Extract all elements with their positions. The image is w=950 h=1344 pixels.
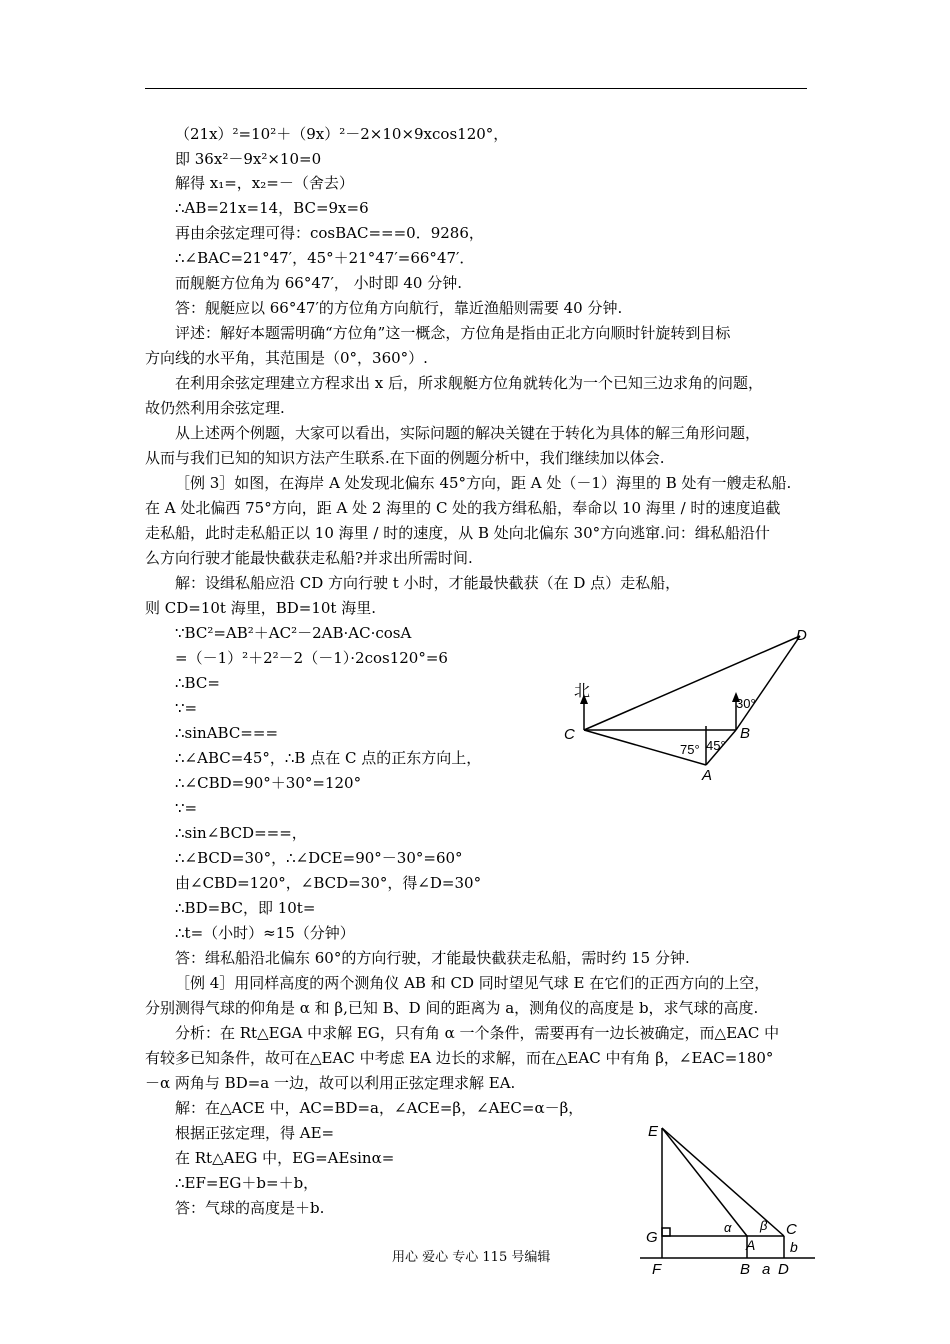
point-f-label: F	[652, 1261, 662, 1278]
text-line: 分别测得气球的仰角是 α 和 β,已知 B、D 间的距离为 a，测角仪的高度是 b，求气球的高度.	[145, 999, 759, 1017]
north-label: 北	[574, 683, 591, 700]
text-line: 答：缉私船沿北偏东 60°的方向行驶，才能最快截获走私船，需时约 15 分钟.	[175, 949, 690, 967]
text-line: 方向线的水平角，其范围是（0°，360°）.	[145, 349, 428, 367]
text-line: ［例 4］用同样高度的两个测角仪 AB 和 CD 同时望见气球 E 在它们的正西方向的上空，	[175, 974, 770, 992]
angle-alpha-label: α	[724, 1220, 732, 1235]
point-c-label: C	[564, 726, 575, 743]
figure-pursuit-diagram	[560, 620, 820, 790]
text-line: ∴sin∠BCD===，	[175, 824, 307, 842]
text-line: 在 A 处北偏西 75°方向，距 A 处 2 海里的 C 处的我方缉私船，奉命以 10 海里 / 时的速度追截	[145, 499, 781, 517]
text-line: ［例 3］如图，在海岸 A 处发现北偏东 45°方向，距 A 处（－1）海里的 B 处有一艘走私船.	[175, 474, 792, 492]
angle-75-label: 75°	[680, 742, 700, 757]
text-line: ∴AB=21x=14，BC=9x=6	[175, 199, 369, 217]
text-line: 从而与我们已知的知识方法产生联系.在下面的例题分析中，我们继续加以体会.	[145, 449, 665, 467]
text-line: 解得 x₁=，x₂=－（舍去）	[175, 174, 354, 192]
text-line: 根据正弦定理，得 AE=	[175, 1124, 335, 1142]
text-line: ∴sinABC===	[175, 724, 279, 742]
text-line: 分析：在 Rt△EGA 中求解 EG，只有角 α 一个条件，需要再有一边长被确定，而△EAC 中	[175, 1024, 780, 1042]
text-line: =（－1）²＋2²－2（－1）·2cos120°=6	[175, 649, 448, 667]
point-b-label: B	[740, 1261, 751, 1278]
text-line: （21x）²=10²＋（9x）²－2×10×9xcos120°，	[175, 125, 509, 143]
text-line: ∴t=（小时）≈15（分钟）	[175, 924, 355, 942]
text-line: 而舰艇方位角为 66°47′， 小时即 40 分钟.	[175, 274, 463, 292]
angle-30-label: 30°	[736, 696, 756, 711]
point-c-label: C	[786, 1221, 797, 1238]
text-line: ∴EF=EG＋b=＋b，	[175, 1174, 319, 1192]
text-line: 答：舰艇应以 66°47′的方位角方向航行，靠近渔船则需要 40 分钟.	[175, 299, 623, 317]
point-d-label: D	[778, 1261, 789, 1278]
height-b-label: b	[790, 1239, 798, 1255]
right-angle-mark	[662, 1228, 670, 1236]
text-line: ∴∠CBD=90°＋30°=120°	[175, 774, 362, 792]
text-line: 走私船，此时走私船正以 10 海里 / 时的速度，从 B 处向北偏东 30°方向逃窜.问：缉私船沿什	[145, 524, 770, 542]
text-line: ∵=	[175, 799, 198, 817]
text-line: 在利用余弦定理建立方程求出 x 后，所求舰艇方位角就转化为一个已知三边求角的问题，	[175, 374, 763, 392]
text-line: －α 两角与 BD=a 一边，故可以利用正弦定理求解 EA.	[145, 1074, 516, 1092]
text-line: ∴BC=	[175, 674, 220, 692]
text-line: 评述：解好本题需明确“方位角”这一概念，方位角是指由正北方向顺时针旋转到目标	[175, 324, 731, 342]
point-d-label: D	[796, 627, 807, 644]
angle-45-label: 45°	[706, 738, 726, 753]
point-e-label: E	[648, 1123, 659, 1140]
text-line: ∴∠BAC=21°47′，45°＋21°47′=66°47′．	[175, 249, 475, 267]
text-line: 则 CD=10t 海里，BD=10t 海里.	[145, 599, 376, 617]
text-line: 有较多已知条件，故可在△EAC 中考虑 EA 边长的求解，而在△EAC 中有角 β，∠EAC=180°	[145, 1049, 774, 1067]
text-line: 故仍然利用余弦定理.	[145, 399, 285, 417]
angle-beta-label: β	[760, 1218, 768, 1233]
text-line: 解：设缉私船应沿 CD 方向行驶 t 小时，才能最快截获（在 D 点）走私船，	[175, 574, 681, 592]
text-line: 即 36x²－9x²×10=0	[175, 150, 322, 168]
header-rule	[145, 88, 807, 89]
text-line: ∴∠ABC=45°，∴B 点在 C 点的正东方向上，	[175, 749, 482, 767]
text-line: 由∠CBD=120°，∠BCD=30°，得∠D=30°	[175, 874, 482, 892]
text-line: 么方向行驶才能最快截获走私船?并求出所需时间.	[145, 549, 473, 567]
text-line: ∵=	[175, 699, 198, 717]
text-line: ∴∠BCD=30°，∴∠DCE=90°－30°=60°	[175, 849, 463, 867]
point-g-label: G	[646, 1229, 658, 1246]
text-line: 在 Rt△AEG 中，EG=AEsinα=	[175, 1149, 395, 1167]
point-a-label: A	[746, 1237, 756, 1253]
point-b-label: B	[740, 725, 751, 742]
text-line: 再由余弦定理可得：cosBAC===0．9286，	[175, 224, 484, 242]
page-footer: 用心 爱心 专心 115 号编辑	[392, 1250, 551, 1265]
text-line: 解：在△ACE 中，AC=BD=a，∠ACE=β，∠AEC=α－β，	[175, 1099, 584, 1117]
text-line: 从上述两个例题，大家可以看出，实际问题的解决关键在于转化为具体的解三角形问题，	[175, 424, 761, 442]
figure-balloon-diagram	[640, 1118, 818, 1278]
distance-a-label: a	[762, 1261, 771, 1278]
text-line: ∴BD=BC，即 10t=	[175, 899, 316, 917]
segment-ea	[662, 1128, 747, 1236]
text-line: ∵BC²=AB²＋AC²－2AB·AC·cosA	[175, 624, 412, 642]
text-line: 答：气球的高度是＋b.	[175, 1199, 325, 1217]
point-a-label: A	[702, 767, 713, 784]
